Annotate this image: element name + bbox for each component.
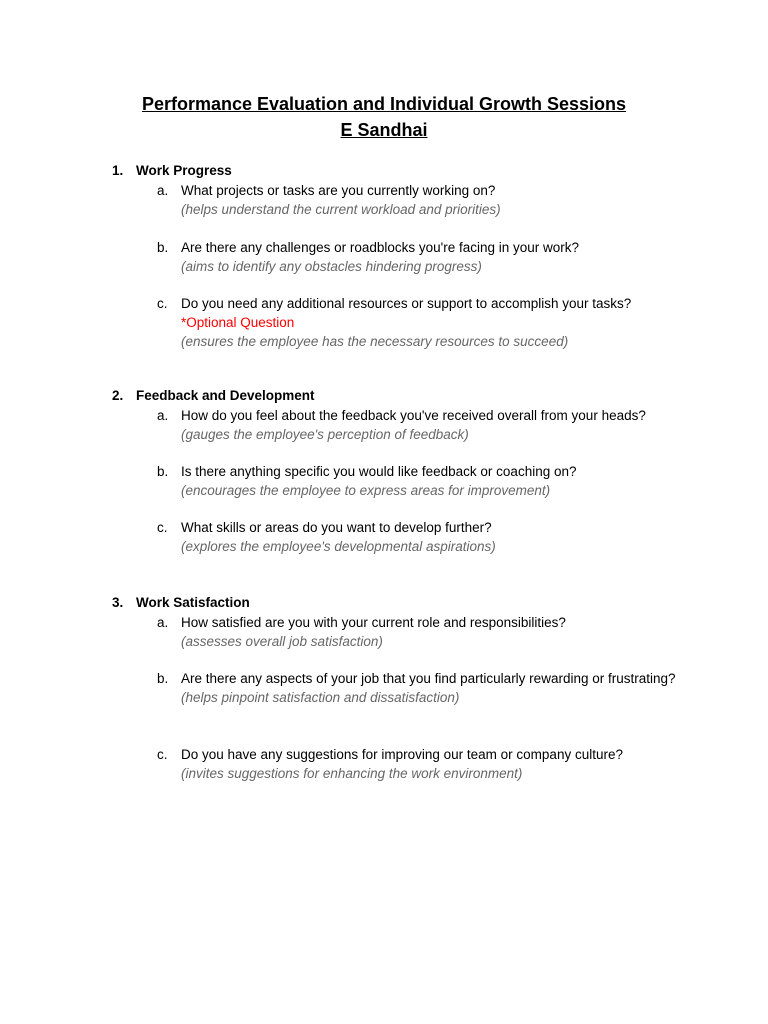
question-note: (invites suggestions for enhancing the work environment) [181, 766, 523, 781]
question-text: How do you feel about the feedback you've received overall from your heads? [181, 408, 646, 423]
optional-question-label: *Optional Question [181, 315, 295, 330]
section-title: Work Progress [136, 163, 232, 178]
question-note: (explores the employee's developmental aspirations) [181, 539, 496, 554]
item-letter: a. [157, 408, 169, 423]
section-heading [112, 595, 250, 611]
item-letter: c. [157, 296, 168, 311]
item-letter: a. [157, 615, 169, 630]
item-letter: c. [157, 747, 168, 762]
question-text: Is there anything specific you would like feedback or coaching on? [181, 464, 577, 479]
item-letter: c. [157, 520, 168, 535]
question-text: Are there any challenges or roadblocks you're facing in your work? [181, 240, 580, 255]
question-note: (gauges the employee's perception of feedback) [181, 427, 469, 442]
section-title: Feedback and Development [136, 388, 315, 403]
item-letter: b. [157, 464, 169, 479]
section-number: 1. [112, 163, 124, 178]
question-note: (helps pinpoint satisfaction and dissatisfaction) [181, 690, 460, 705]
question-text: Do you have any suggestions for improving our team or company culture? [181, 747, 623, 762]
question-note: (encourages the employee to express areas for improvement) [181, 483, 551, 498]
item-letter: a. [157, 183, 169, 198]
document-title: Performance Evaluation and Individual Growth Sessions [141, 94, 627, 114]
item-letter: b. [157, 671, 169, 686]
section-number: 3. [112, 595, 124, 610]
question-note: (assesses overall job satisfaction) [181, 634, 383, 649]
document-subtitle: E Sandhai [340, 120, 428, 140]
question-text: What skills or areas do you want to develop further? [181, 520, 492, 535]
section-title: Work Satisfaction [136, 595, 250, 610]
section-number: 2. [112, 388, 124, 403]
section-heading [112, 163, 232, 179]
section-heading [112, 388, 315, 404]
question-note: (aims to identify any obstacles hindering progress) [181, 259, 482, 274]
title-block [0, 91, 768, 143]
question-text: Are there any aspects of your job that you find particularly rewarding or frustrating? [181, 671, 676, 686]
question-text: Do you need any additional resources or support to accomplish your tasks? [181, 296, 632, 311]
question-text: What projects or tasks are you currently working on? [181, 183, 496, 198]
item-letter: b. [157, 240, 169, 255]
question-note: (helps understand the current workload and priorities) [181, 202, 501, 217]
question-text: How satisfied are you with your current role and responsibilities? [181, 615, 566, 630]
question-note: (ensures the employee has the necessary resources to succeed) [181, 334, 569, 349]
